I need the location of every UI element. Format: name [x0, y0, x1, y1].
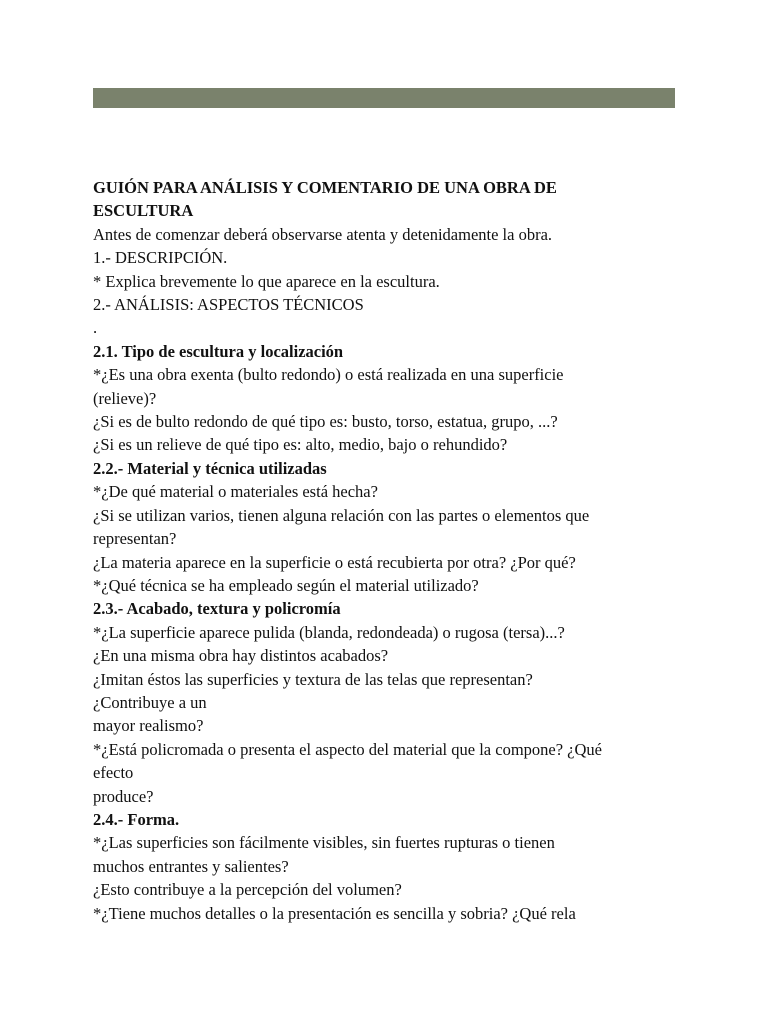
text-line: ¿Contribuye a un — [93, 692, 207, 712]
document-body — [93, 176, 693, 925]
text-lines — [93, 223, 693, 925]
text-line: ¿Si se utilizan varios, tienen alguna relación con las partes o elementos que — [93, 505, 590, 525]
section-heading: 2.3.- Acabado, textura y policromía — [93, 599, 341, 619]
text-line: 1.- DESCRIPCIÓN. — [93, 248, 228, 268]
text-line: 2.- ANÁLISIS: ASPECTOS TÉCNICOS — [93, 295, 364, 315]
text-line: *¿La superficie aparece pulida (blanda, redondeada) o rugosa (tersa)...? — [93, 622, 565, 642]
header-bar — [93, 88, 675, 108]
text-line: (relieve)? — [93, 388, 157, 408]
text-line: . — [93, 318, 98, 338]
text-line: *¿Qué técnica se ha empleado según el material utilizado? — [93, 575, 479, 595]
text-line: ¿Si es un relieve de qué tipo es: alto, medio, bajo o rehundido? — [93, 435, 508, 455]
text-line: ¿Si es de bulto redondo de qué tipo es: busto, torso, estatua, grupo, ...? — [93, 412, 558, 432]
text-line: *¿Tiene muchos detalles o la presentación es sencilla y sobria? ¿Qué rela — [93, 903, 576, 923]
document-title-line-1: GUIÓN PARA ANÁLISIS Y COMENTARIO DE UNA OBRA DE — [93, 178, 557, 197]
text-line: mayor realismo? — [93, 716, 204, 736]
text-line: *¿Las superficies son fácilmente visibles, sin fuertes rupturas o tienen — [93, 833, 555, 853]
text-line: ¿En una misma obra hay distintos acabados? — [93, 646, 389, 666]
text-line: *¿Es una obra exenta (bulto redondo) o está realizada en una superficie — [93, 365, 564, 385]
text-line: Antes de comenzar deberá observarse atenta y detenidamente la obra. — [93, 224, 553, 244]
text-line: efecto — [93, 763, 134, 783]
text-line: * Explica brevemente lo que aparece en la escultura. — [93, 271, 440, 291]
text-line: ¿Esto contribuye a la percepción del volumen? — [93, 880, 402, 900]
text-line: *¿De qué material o materiales está hecha? — [93, 482, 378, 502]
section-heading: 2.4.- Forma. — [93, 809, 180, 829]
text-line: representan? — [93, 529, 177, 549]
section-heading: 2.2.- Material y técnica utilizadas — [93, 458, 327, 478]
text-line: produce? — [93, 786, 154, 806]
text-line: *¿Está policromada o presenta el aspecto del material que la compone? ¿Qué — [93, 739, 602, 759]
text-line: ¿La materia aparece en la superficie o está recubierta por otra? ¿Por qué? — [93, 552, 576, 572]
text-line: muchos entrantes y salientes? — [93, 856, 289, 876]
text-line: ¿Imitan éstos las superficies y textura de las telas que representan? — [93, 669, 533, 689]
section-heading: 2.1. Tipo de escultura y localización — [93, 341, 344, 361]
document-title-line-2: ESCULTURA — [93, 201, 194, 221]
